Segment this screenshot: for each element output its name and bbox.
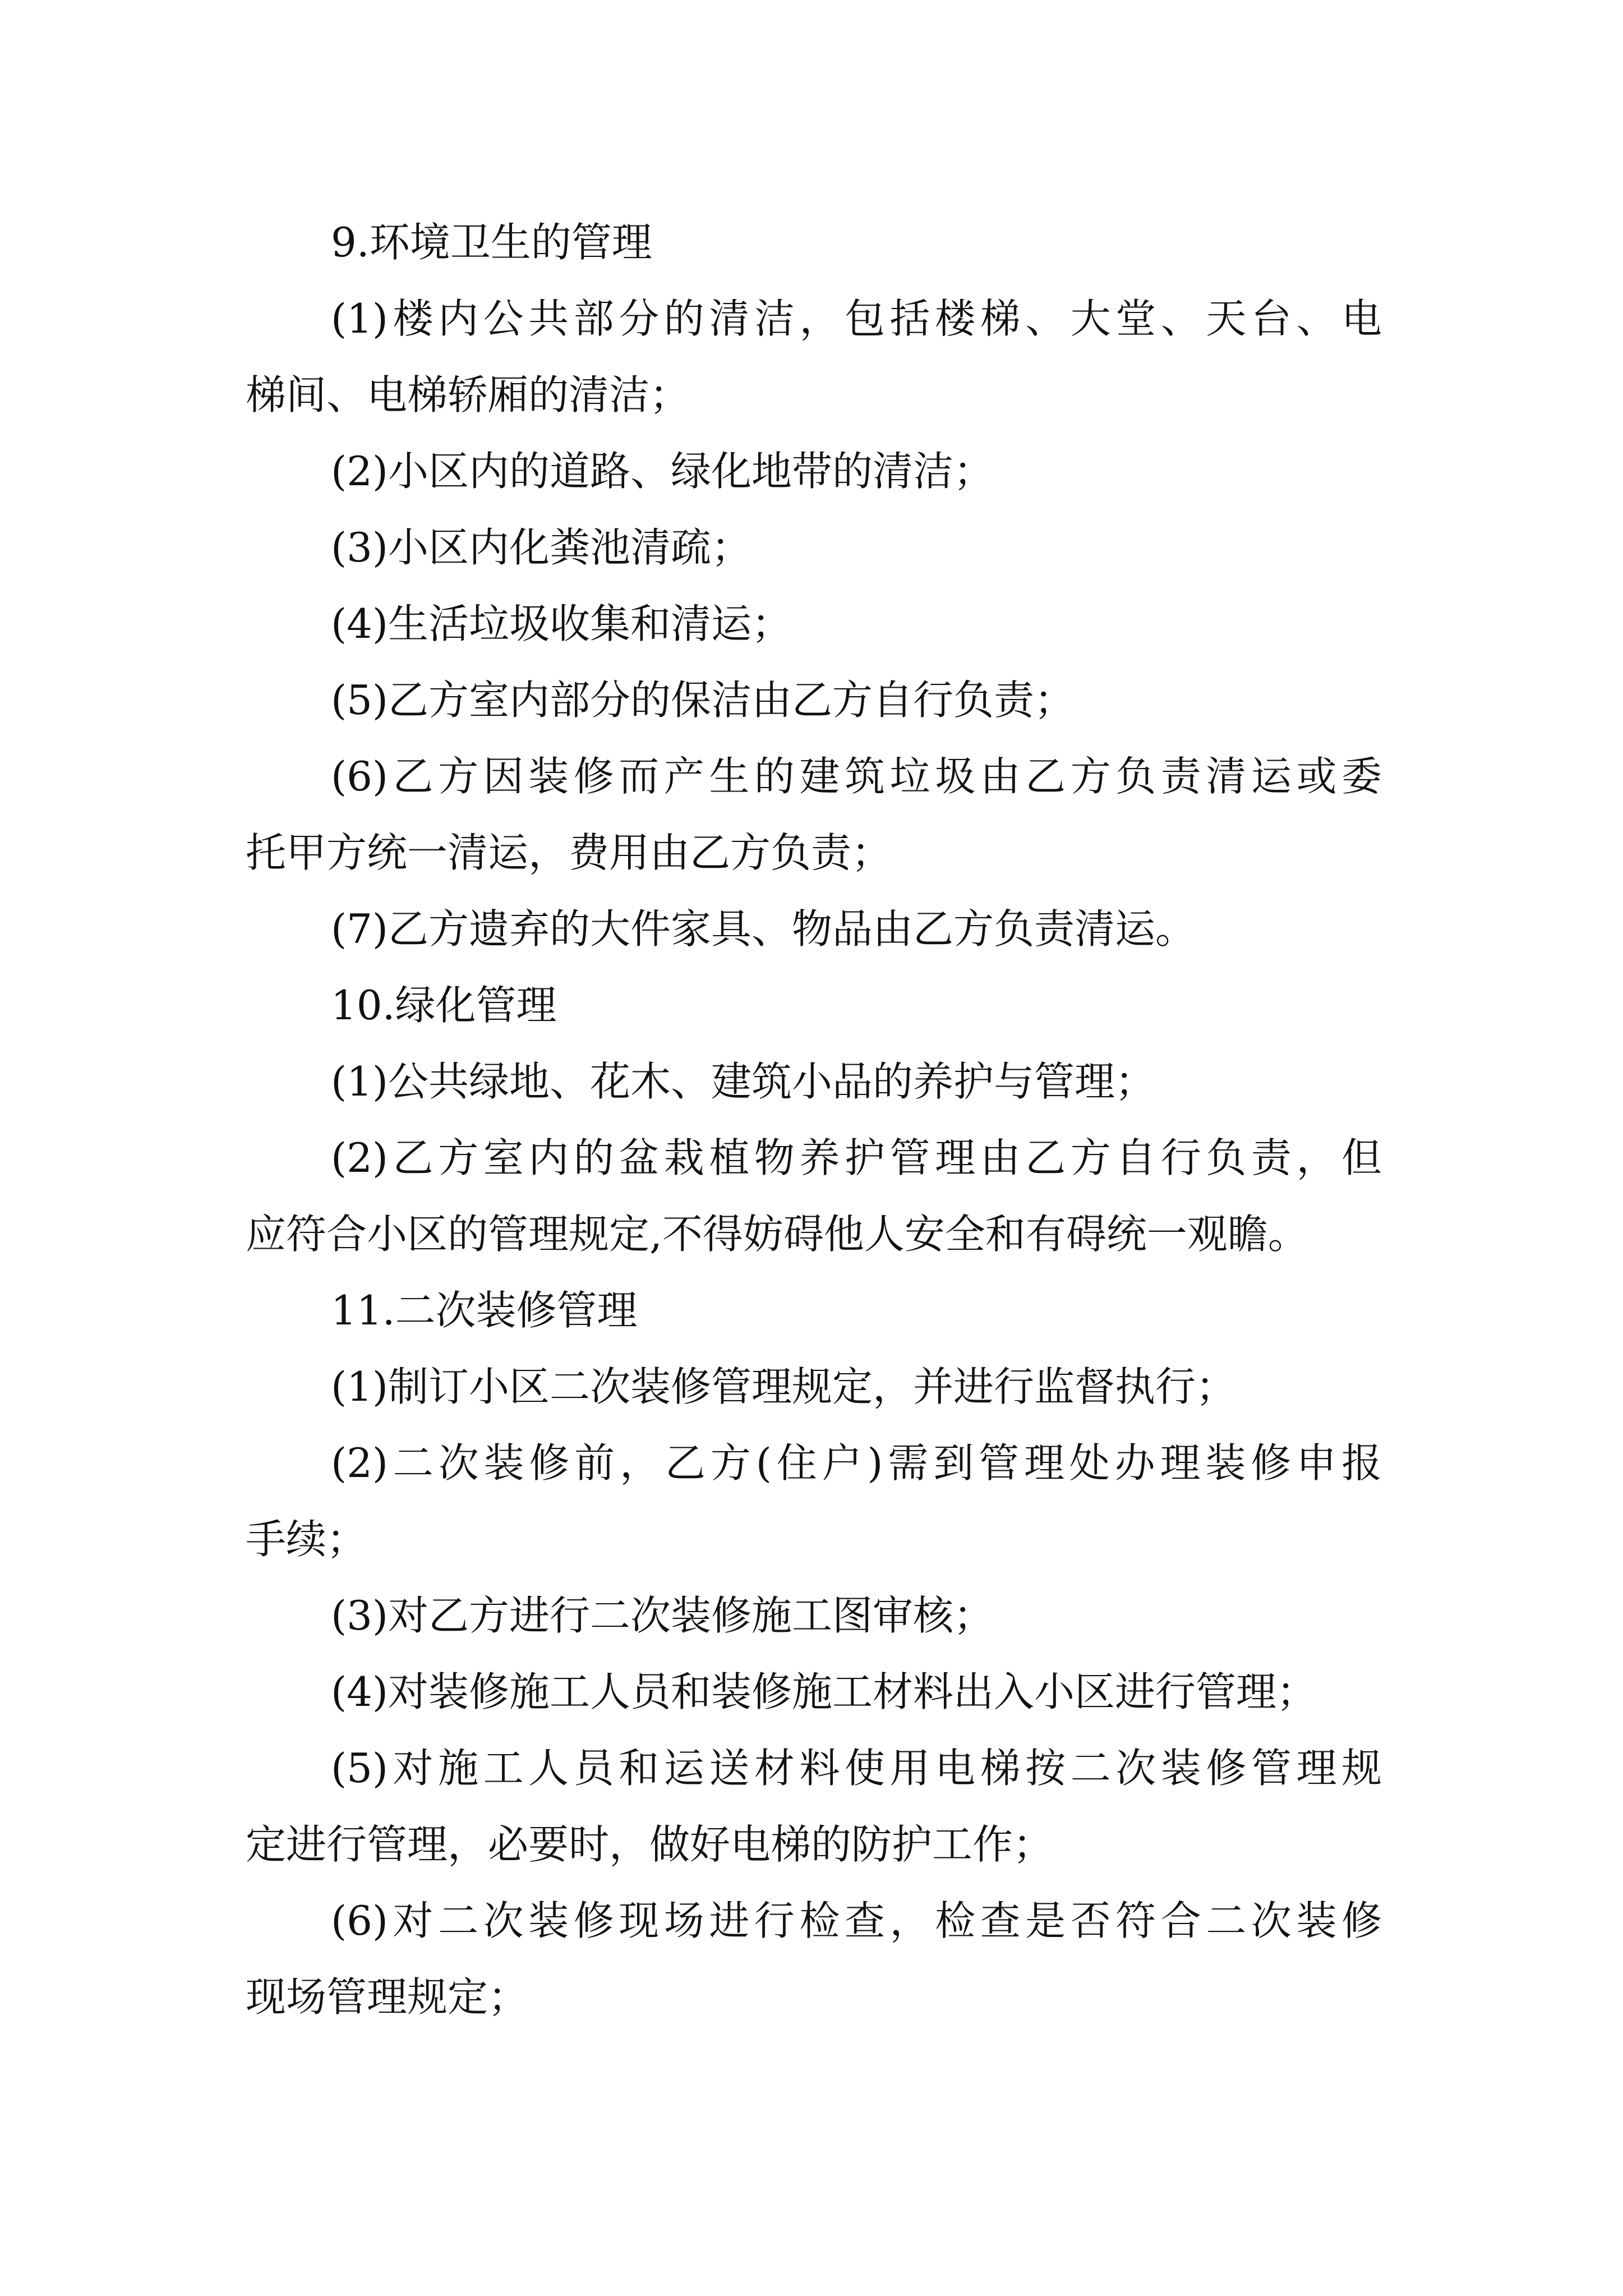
section-heading-environment: 9.环境卫生的管理 xyxy=(331,219,652,266)
section-heading-greening: 10.绿化管理 xyxy=(331,982,557,1029)
paragraph-line: (4)生活垃圾收集和清运； xyxy=(331,600,792,647)
section-heading-renovation: 11.二次装修管理 xyxy=(331,1287,638,1334)
paragraph-line: 应符合小区的管理规定,不得妨碍他人安全和有碍统一观瞻。 xyxy=(246,1211,1308,1258)
paragraph-line: (1)公共绿地、花木、建筑小品的养护与管理； xyxy=(331,1058,1155,1105)
paragraph-line: (5)乙方室内部分的保洁由乙方自行负责； xyxy=(331,677,1075,724)
paragraph-line: (2)二次装修前，乙方(住户)需到管理处办理装修申报 xyxy=(331,1439,1382,1487)
paragraph-line: (3)对乙方进行二次装修施工图审核； xyxy=(331,1592,994,1639)
paragraph-line: (7)乙方遗弃的大件家具、物品由乙方负责清运。 xyxy=(331,905,1196,953)
paragraph-line: 定进行管理，必要时，做好电梯的防护工作； xyxy=(246,1821,1054,1868)
paragraph-line: 托甲方统一清运，费用由乙方负责； xyxy=(246,829,892,876)
paragraph-line: (6)乙方因装修而产生的建筑垃圾由乙方负责清运或委 xyxy=(331,753,1382,800)
paragraph-line: 梯间、电梯轿厢的清洁； xyxy=(246,371,690,418)
paragraph-line: (1)楼内公共部分的清洁，包括楼梯、大堂、天台、电 xyxy=(331,295,1382,342)
paragraph-line: (4)对装修施工人员和装修施工材料出入小区进行管理； xyxy=(331,1668,1317,1715)
paragraph-line: (1)制订小区二次装修管理规定，并进行监督执行； xyxy=(331,1363,1236,1410)
paragraph-line: 现场管理规定； xyxy=(246,1973,529,2021)
paragraph-line: (3)小区内化粪池清疏； xyxy=(331,524,751,571)
paragraph-line: (2)小区内的道路、绿化地带的清洁； xyxy=(331,448,994,495)
paragraph-line: (5)对施工人员和运送材料使用电梯按二次装修管理规 xyxy=(331,1745,1382,1792)
paragraph-line: 手续； xyxy=(246,1516,367,1563)
paragraph-line: (6)对二次装修现场进行检查，检查是否符合二次装修 xyxy=(331,1897,1382,1944)
paragraph-line: (2)乙方室内的盆栽植物养护管理由乙方自行负责，但 xyxy=(331,1134,1382,1181)
